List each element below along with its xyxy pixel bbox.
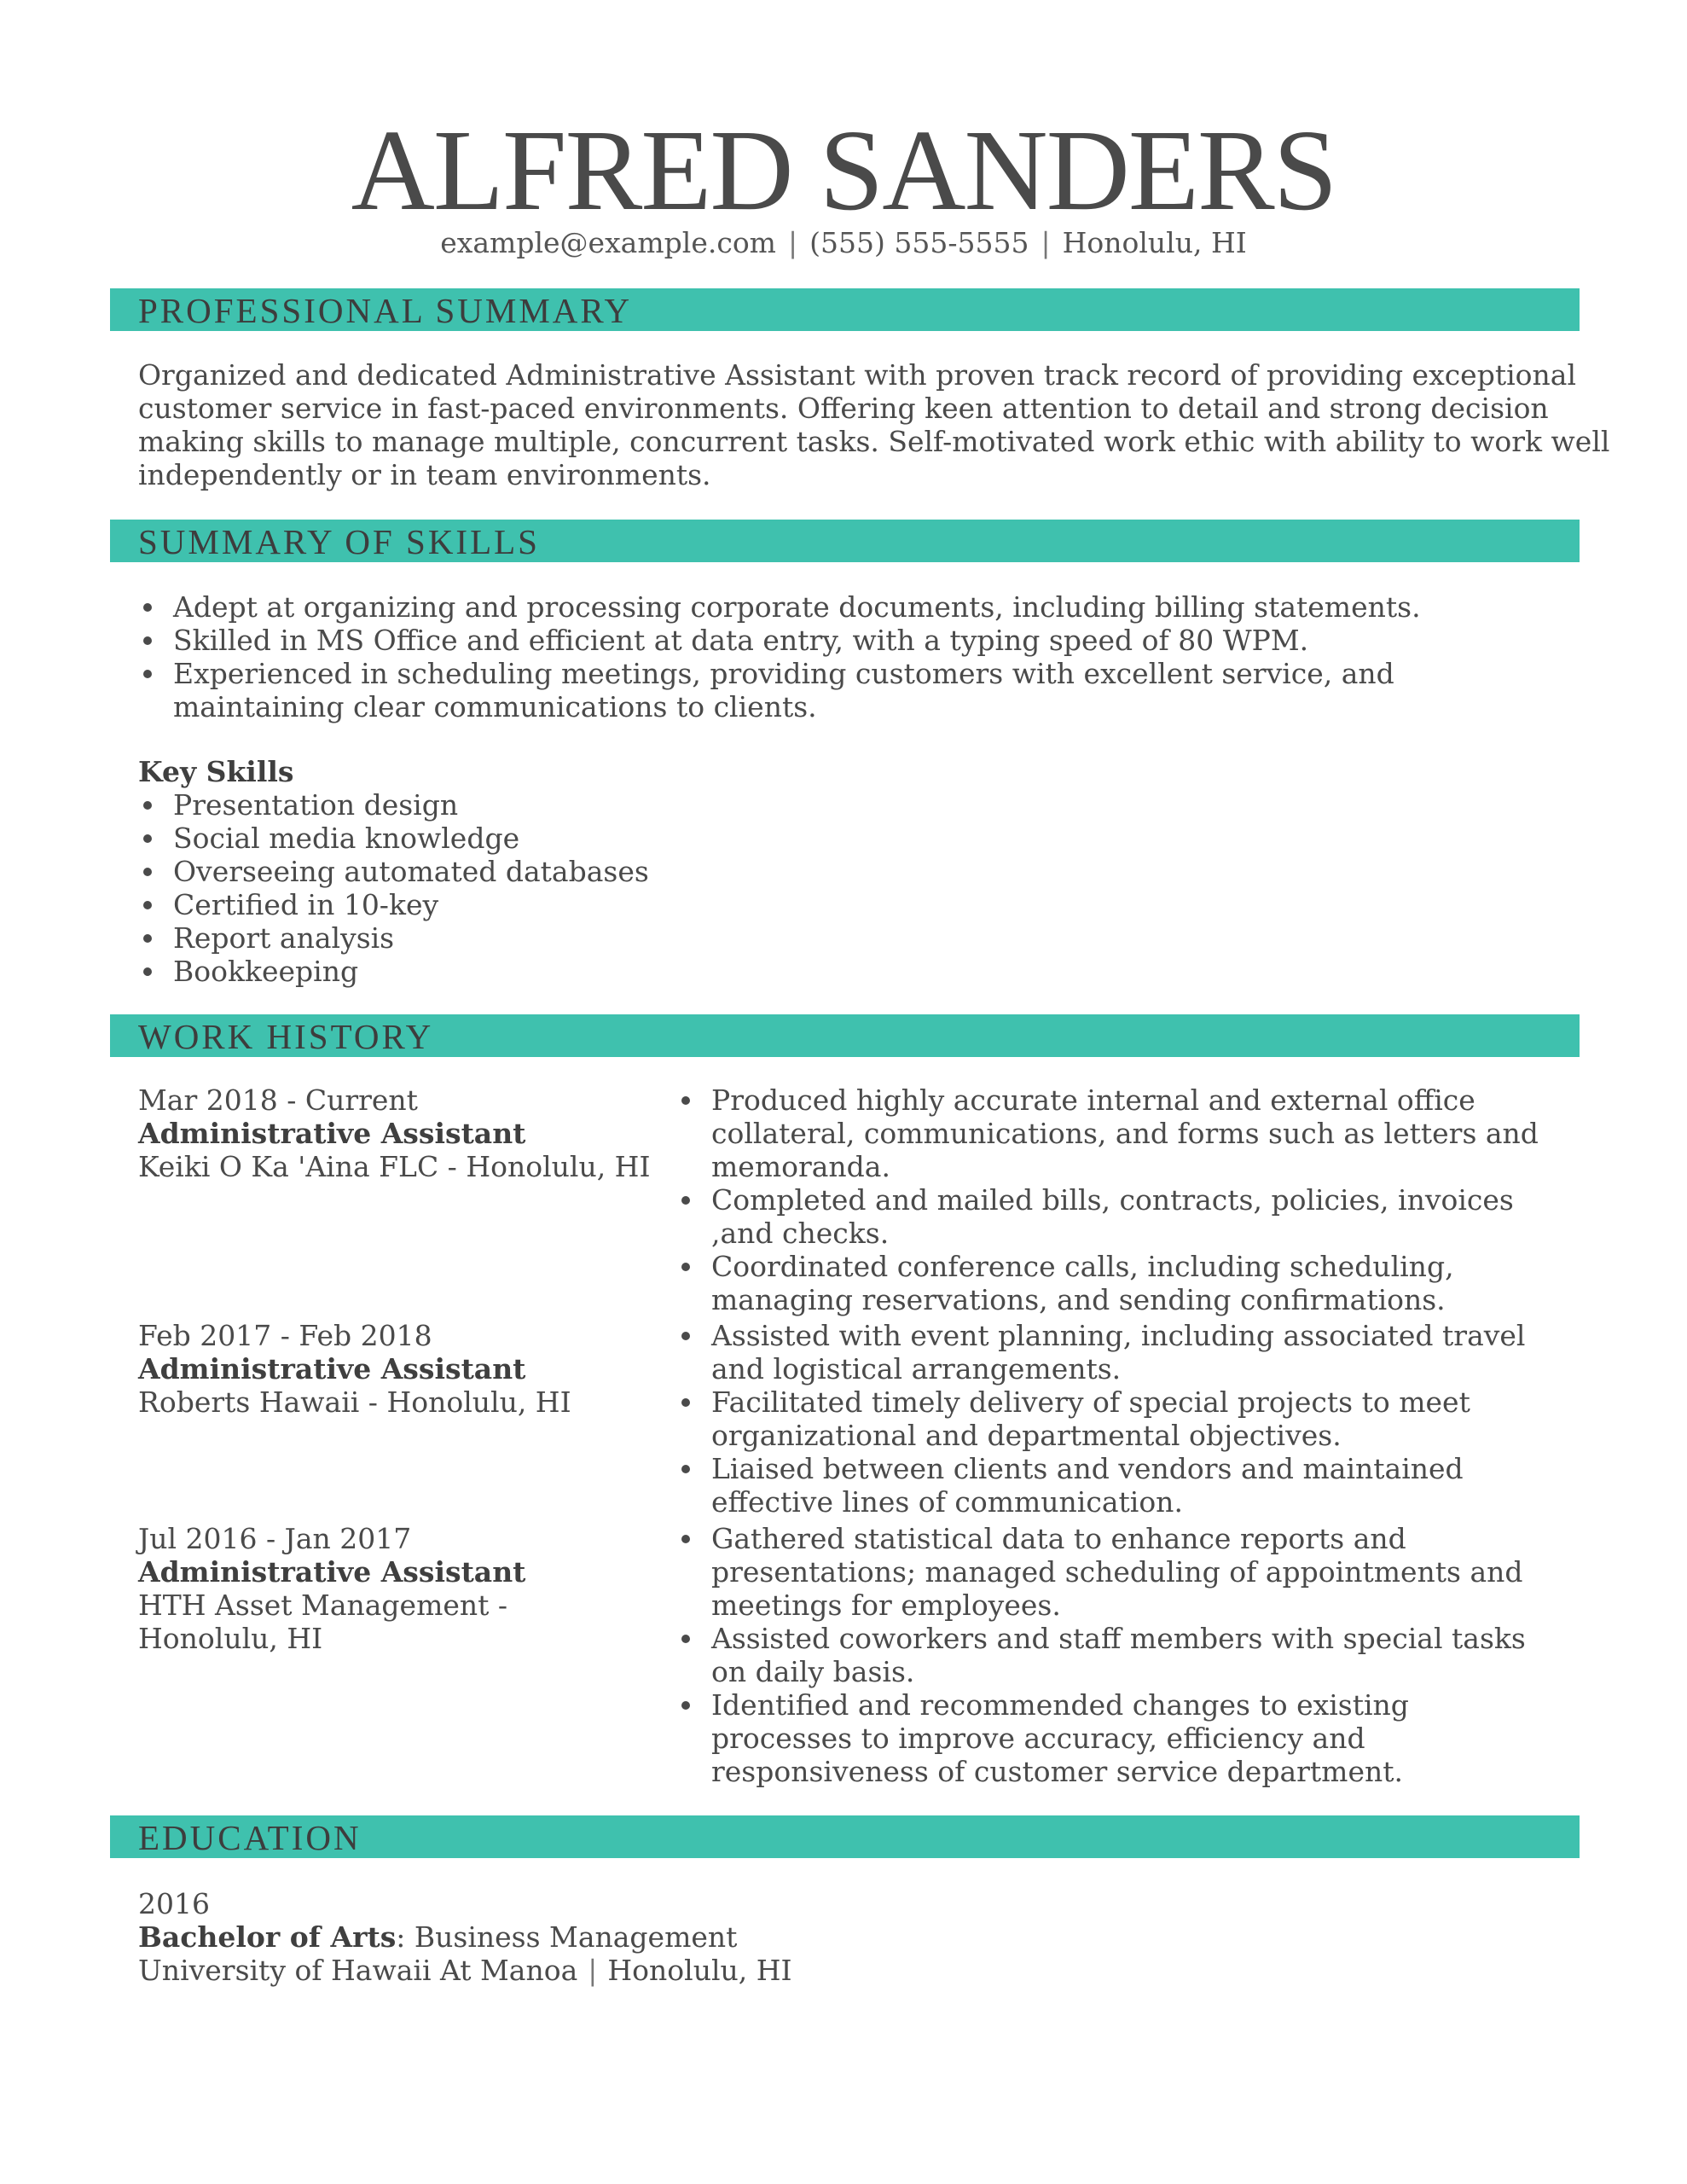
- key-skill-item: Certified in 10-key: [138, 888, 649, 921]
- section-bar-summary: [110, 288, 1580, 331]
- job-entry: [138, 1522, 641, 1655]
- summary-line: customer service in fast-paced environments. Offering keen attention to detail and strong decision: [138, 392, 1549, 425]
- duties-list: [676, 1319, 1555, 1519]
- skills-summary: [138, 590, 1554, 723]
- contact-email: example@example.com: [440, 226, 776, 259]
- duties-list: [676, 1522, 1555, 1788]
- education-year: 2016: [138, 1887, 210, 1920]
- skills-bullet: Skilled in MS Office and efficient at data entry, with a typing speed of 80 WPM.: [138, 624, 1554, 657]
- job-entry: [138, 1083, 667, 1183]
- skills-bullet-list: [138, 590, 1554, 723]
- education-separator: |: [588, 1954, 598, 1987]
- summary-line: making skills to manage multiple, concurrent tasks. Self-motivated work ethic with ability to work well: [138, 425, 1610, 458]
- job-title: Administrative Assistant: [138, 1117, 526, 1150]
- section-bar-skills: [110, 520, 1580, 562]
- key-skill-item: Presentation design: [138, 788, 649, 822]
- job-title: Administrative Assistant: [138, 1352, 526, 1385]
- skills-bullet: Experienced in scheduling meetings, providing customers with excellent service, and maintaining clear communications to clients.: [138, 657, 1401, 723]
- duty-item: Facilitated timely delivery of special projects to meet organizational and departmental objectives.: [676, 1385, 1555, 1452]
- duty-item: Gathered statistical data to enhance reports and presentations; managed scheduling of appointments and meetings for employees.: [676, 1522, 1555, 1622]
- summary-paragraph: [138, 358, 1609, 491]
- job-dates: Mar 2018 - Current: [138, 1083, 418, 1117]
- contact-separator: |: [1041, 226, 1051, 259]
- section-title-skills: SUMMARY OF SKILLS: [138, 522, 540, 561]
- summary-line: Organized and dedicated Administrative Assistant with proven track record of providing exceptional: [138, 358, 1576, 392]
- education-school: University of Hawaii At Manoa: [138, 1954, 578, 1987]
- job-duties: [676, 1083, 1555, 1316]
- job-duties: [676, 1522, 1555, 1788]
- job-company: Keiki O Ka 'Aina FLC - Honolulu, HI: [138, 1150, 651, 1183]
- job-dates: Feb 2017 - Feb 2018: [138, 1319, 432, 1352]
- key-skill-item: Bookkeeping: [138, 955, 649, 988]
- education-school-line: [138, 1954, 792, 1987]
- section-bar-education: [110, 1815, 1580, 1858]
- key-skill-item: Overseeing automated databases: [138, 855, 649, 888]
- job-company: HTH Asset Management - Honolulu, HI: [138, 1589, 508, 1655]
- duties-list: [676, 1083, 1555, 1316]
- key-skills-block: [138, 755, 649, 988]
- key-skills-heading: Key Skills: [138, 755, 294, 788]
- job-company: Roberts Hawaii - Honolulu, HI: [138, 1385, 571, 1419]
- duty-item: Assisted coworkers and staff members with special tasks on daily basis.: [676, 1622, 1555, 1688]
- education-degree-line: [138, 1920, 792, 1954]
- duty-item: Completed and mailed bills, contracts, policies, invoices ,and checks.: [676, 1183, 1555, 1250]
- section-title-work: WORK HISTORY: [138, 1017, 434, 1056]
- job-entry: [138, 1319, 667, 1419]
- key-skill-item: Social media knowledge: [138, 822, 649, 855]
- duty-item: Identified and recommended changes to existing processes to improve accuracy, efficiency and responsiveness of customer service department.: [676, 1688, 1555, 1788]
- section-title-education: EDUCATION: [138, 1818, 362, 1857]
- duty-item: Coordinated conference calls, including scheduling, managing reservations, and sending confirmations.: [676, 1250, 1555, 1316]
- summary-line: independently or in team environments.: [138, 458, 711, 491]
- contact-separator: |: [787, 226, 798, 259]
- key-skill-item: Report analysis: [138, 921, 649, 955]
- job-duties: [676, 1319, 1555, 1519]
- job-title: Administrative Assistant: [138, 1555, 526, 1589]
- education-field: : Business Management: [396, 1920, 738, 1954]
- contact-line: [0, 224, 1687, 262]
- education-degree: Bachelor of Arts: [138, 1920, 397, 1954]
- duty-item: Produced highly accurate internal and external office collateral, communications, and forms such as letters and memoranda.: [676, 1083, 1555, 1183]
- key-skills-list: [138, 788, 649, 988]
- education-location: Honolulu, HI: [607, 1954, 792, 1987]
- duty-item: Assisted with event planning, including associated travel and logistical arrangements.: [676, 1319, 1555, 1385]
- section-bar-work: [110, 1014, 1580, 1057]
- contact-location: Honolulu, HI: [1062, 226, 1247, 259]
- skills-bullet: Adept at organizing and processing corporate documents, including billing statements.: [138, 590, 1554, 624]
- section-title-summary: PROFESSIONAL SUMMARY: [138, 291, 633, 330]
- candidate-name: ALFRED SANDERS: [351, 107, 1336, 235]
- contact-phone: (555) 555-5555: [809, 226, 1029, 259]
- education-entry: [138, 1887, 792, 1987]
- duty-item: Liaised between clients and vendors and maintained effective lines of communication.: [676, 1452, 1555, 1519]
- job-dates: Jul 2016 - Jan 2017: [138, 1522, 412, 1555]
